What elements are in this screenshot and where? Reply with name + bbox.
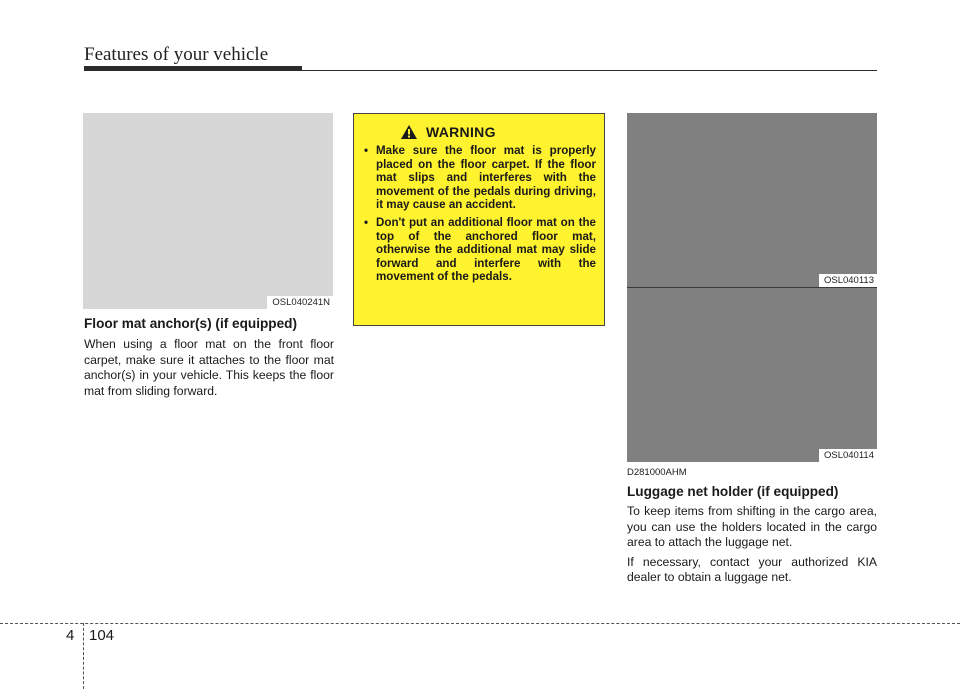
warning-item: • Don't put an additional floor mat on the top of the anchored floor mat, otherwise the additional mat may slide forward and interfere with the movement of the pedals. xyxy=(364,216,596,284)
luggage-net-body xyxy=(627,504,877,590)
warning-box xyxy=(353,113,605,326)
body-paragraph: If necessary, contact your authorized KIA dealer to obtain a luggage net. xyxy=(627,554,877,585)
section-code: D281000AHM xyxy=(627,467,687,478)
chapter-number: 4 xyxy=(66,627,75,644)
luggage-net-figure-bottom xyxy=(627,288,877,462)
floor-mat-anchor-figure xyxy=(83,113,333,309)
warning-triangle-icon xyxy=(400,124,418,140)
header-rule-thin xyxy=(302,70,877,71)
figure-label: OSL040113 xyxy=(819,274,877,287)
footer-divider xyxy=(83,623,84,689)
page-header-title: Features of your vehicle xyxy=(84,44,269,65)
floor-mat-anchor-body xyxy=(84,337,334,403)
warning-header xyxy=(364,124,596,140)
page-number: 104 xyxy=(89,627,115,644)
body-paragraph: When using a floor mat on the front floor carpet, make sure it attaches to the floor mat anchor(s) in your vehicle. This keeps the floor mat from sliding forward. xyxy=(84,337,334,398)
floor-mat-anchor-heading: Floor mat anchor(s) (if equipped) xyxy=(84,316,297,331)
figure-label: OSL040114 xyxy=(819,449,877,462)
header-rule-thick xyxy=(84,66,302,71)
footer-rule xyxy=(0,623,960,624)
warning-item: • Make sure the floor mat is properly placed on the floor carpet. If the floor mat slips and interferes with the movement of the pedals during driving, it may cause an accident. xyxy=(364,144,596,212)
warning-title: WARNING xyxy=(426,124,496,140)
luggage-net-heading: Luggage net holder (if equipped) xyxy=(627,484,839,499)
warning-list xyxy=(364,144,596,284)
luggage-net-figure-top xyxy=(627,113,877,287)
body-paragraph: To keep items from shifting in the cargo area, you can use the holders located in the cargo area to attach the luggage net. xyxy=(627,504,877,550)
figure-label: OSL040241N xyxy=(267,296,333,309)
